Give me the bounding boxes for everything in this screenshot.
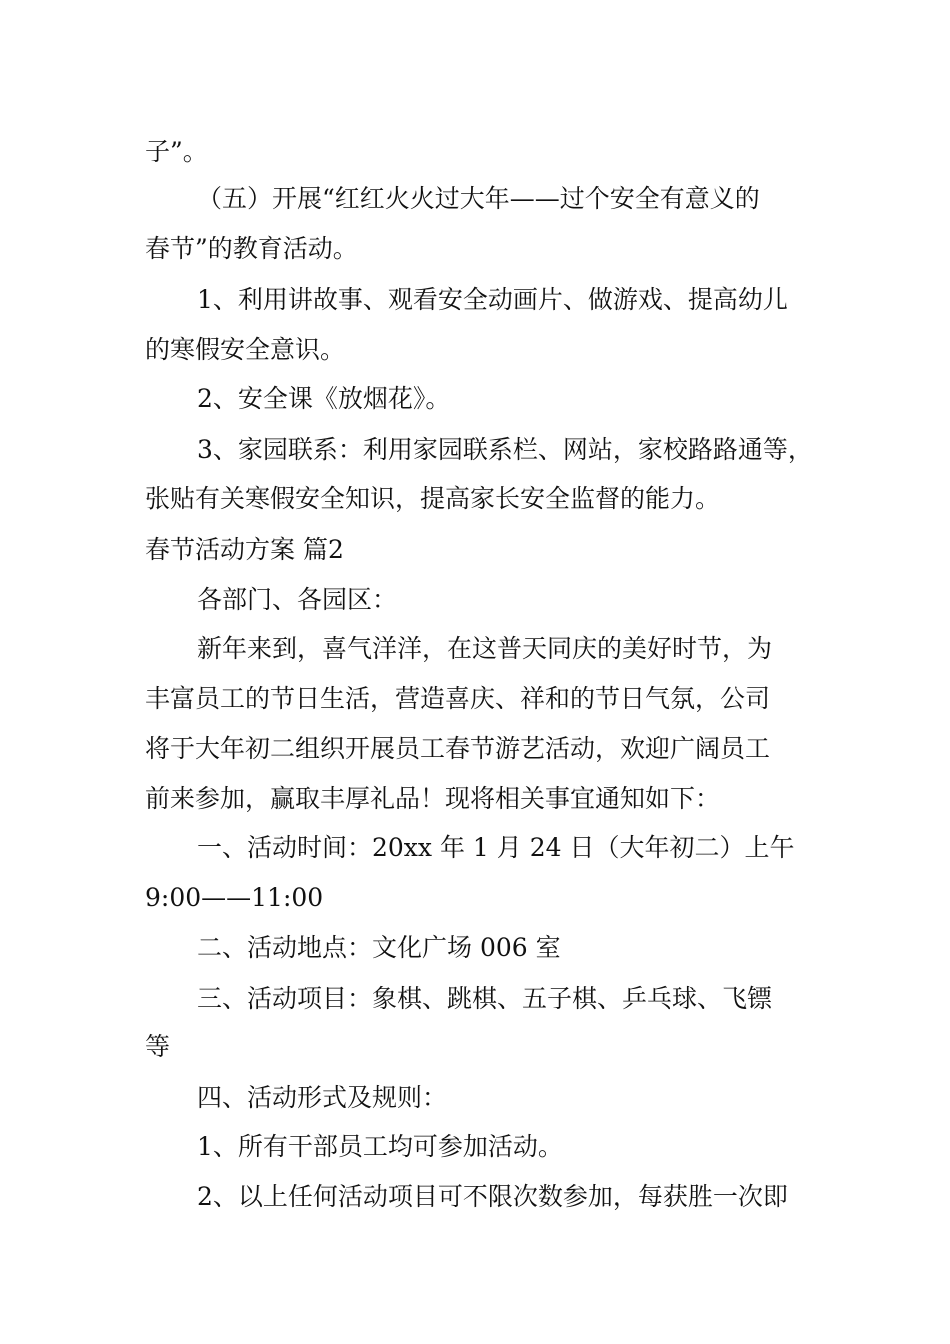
paragraph-line: 春节”的教育活动。	[145, 234, 358, 263]
paragraph-line: 四、活动形式及规则：	[197, 1083, 448, 1112]
section-heading: 春节活动方案 篇2	[145, 535, 344, 564]
paragraph-line: 二、活动地点：文化广场 006 室	[197, 933, 561, 962]
paragraph-line: 等	[145, 1032, 171, 1061]
paragraph-line: （五）开展“红红火火过大年——过个安全有意义的	[197, 184, 760, 213]
paragraph-line: 将于大年初二组织开展员工春节游艺活动，欢迎广阔员工	[145, 734, 771, 763]
paragraph-line: 2、以上任何活动项目可不限次数参加，每获胜一次即	[197, 1182, 788, 1211]
paragraph-line: 的寒假安全意识。	[145, 335, 346, 364]
paragraph-line: 子”。	[145, 137, 208, 166]
paragraph-line: 3、家园联系：利用家园联系栏、网站，家校路路通等，	[197, 435, 813, 464]
paragraph-line: 9:00——11:00	[145, 883, 324, 912]
paragraph-line: 新年来到，喜气洋洋，在这普天同庆的美好时节，为	[197, 634, 773, 663]
paragraph-line: 前来参加，赢取丰厚礼品！现将相关事宜通知如下：	[145, 784, 721, 813]
paragraph-line: 1、所有干部员工均可参加活动。	[197, 1132, 563, 1161]
paragraph-line: 张贴有关寒假安全知识，提高家长安全监督的能力。	[145, 484, 721, 513]
paragraph-line: 一、活动时间：20xx 年 1 月 24 日（大年初二）上午	[197, 833, 795, 862]
paragraph-line: 1、利用讲故事、观看安全动画片、做游戏、提高幼儿	[197, 285, 788, 314]
paragraph-line: 三、活动项目：象棋、跳棋、五子棋、乒乓球、飞镖	[197, 984, 773, 1013]
paragraph-line: 2、安全课《放烟花》。	[197, 384, 451, 413]
paragraph-line: 各部门、各园区：	[197, 585, 398, 614]
paragraph-line: 丰富员工的节日生活，营造喜庆、祥和的节日气氛，公司	[145, 684, 771, 713]
